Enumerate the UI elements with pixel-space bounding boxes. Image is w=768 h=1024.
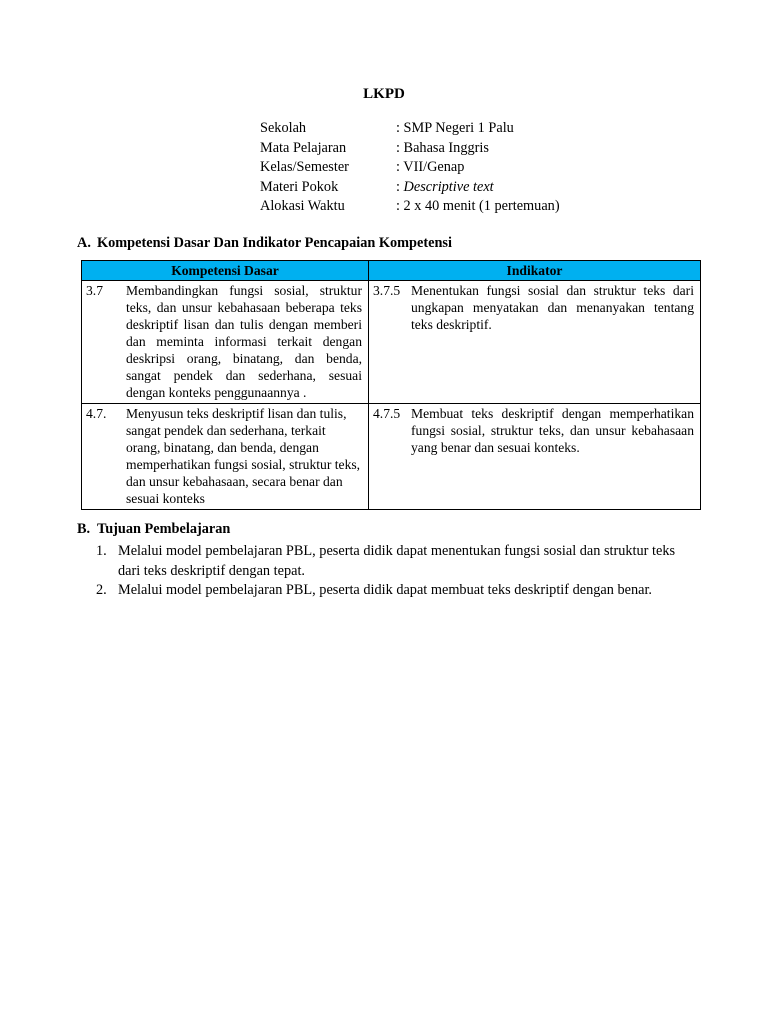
table-header-row xyxy=(82,261,701,281)
kd-item xyxy=(86,405,362,507)
header-kompetensi-dasar: Kompetensi Dasar xyxy=(82,261,369,281)
goal-number: 2. xyxy=(96,582,107,598)
info-value xyxy=(396,178,494,198)
info-value: : Bahasa Inggris xyxy=(396,139,489,156)
indicator-number: 4.7.5 xyxy=(373,406,401,421)
info-row-mata-pelajaran xyxy=(260,139,560,159)
goal-text: Melalui model pembelajaran PBL, peserta didik dapat menentukan fungsi sosial dan struktur teks dari teks deskriptif dengan tepat. xyxy=(118,543,676,579)
indicator-item xyxy=(373,405,694,456)
info-label: Materi Pokok xyxy=(260,178,339,195)
indicator-number: 3.7.5 xyxy=(373,283,401,298)
document-title: LKPD xyxy=(363,86,405,102)
info-label: Kelas/Semester xyxy=(260,159,349,175)
kd-number: 3.7 xyxy=(86,283,103,298)
goals-list xyxy=(96,542,696,601)
goal-number: 1. xyxy=(96,543,107,559)
info-block xyxy=(260,119,560,217)
section-title: Tujuan Pembelajaran xyxy=(97,521,231,537)
info-row-materi-pokok xyxy=(260,178,560,198)
list-item xyxy=(96,581,696,601)
info-value-italic: Descriptive text xyxy=(403,178,494,195)
section-letter: A. xyxy=(77,235,91,251)
info-label: Alokasi Waktu xyxy=(260,198,345,214)
section-b-heading xyxy=(77,521,230,538)
table-row xyxy=(82,281,701,404)
indicator-text: Menentukan fungsi sosial dan struktur teks dari ungkapan menyatakan dan menanyakan tentang teks deskriptif. xyxy=(411,283,694,332)
info-value: : 2 x 40 menit (1 pertemuan) xyxy=(396,198,560,214)
info-row-kelas-semester xyxy=(260,158,560,178)
info-value: : VII/Genap xyxy=(396,159,465,175)
indicator-cell xyxy=(369,281,701,404)
kd-item xyxy=(86,282,362,401)
header-indikator: Indikator xyxy=(369,261,701,281)
indicator-text: Membuat teks deskriptif dengan memperhatikan fungsi sosial, struktur teks, dan unsur kebahasaan yang benar dan sesuai konteks. xyxy=(411,406,694,455)
goal-text: Melalui model pembelajaran PBL, peserta didik dapat membuat teks deskriptif dengan benar. xyxy=(118,582,652,598)
indicator-item xyxy=(373,282,694,333)
section-a-heading xyxy=(77,235,452,252)
kd-cell xyxy=(82,281,369,404)
kd-text: Menyusun teks deskriptif lisan dan tulis, sangat pendek dan sederhana, terkait orang, binatang, dan benda, dengan memperhatikan fungsi sosial, struktur teks, dan unsur kebahasaan, secara benar dan sesuai konteks xyxy=(126,406,361,506)
list-item xyxy=(96,542,696,581)
info-value: : SMP Negeri 1 Palu xyxy=(396,120,514,136)
kd-number: 4.7. xyxy=(86,406,107,421)
info-row-alokasi-waktu xyxy=(260,197,560,217)
info-label: Mata Pelajaran xyxy=(260,139,347,156)
indicator-cell xyxy=(369,404,701,510)
section-letter: B. xyxy=(77,521,91,537)
info-value-prefix: : xyxy=(396,178,404,195)
info-label: Sekolah xyxy=(260,120,307,136)
section-title: Kompetensi Dasar Dan Indikator Pencapaian Kompetensi xyxy=(97,235,452,251)
kd-text: Membandingkan fungsi sosial, struktur teks, dan unsur kebahasaan beberapa teks deskriptif lisan dan tulis dengan memberi dan meminta informasi terkait dengan deskripsi orang, binatang, dan benda, sangat pendek dan sederhana, sesuai dengan konteks penggunaannya . xyxy=(126,283,362,400)
competency-table xyxy=(81,260,701,510)
table-row xyxy=(82,404,701,510)
info-row-sekolah xyxy=(260,119,560,139)
kd-cell xyxy=(82,404,369,510)
